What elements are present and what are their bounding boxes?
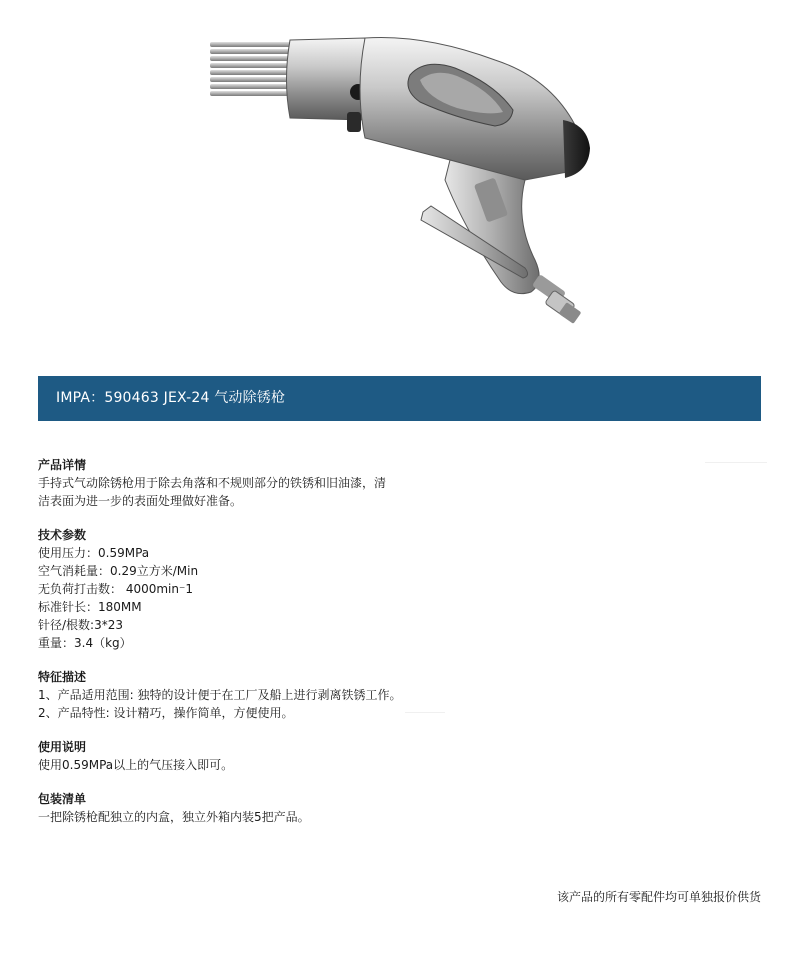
text-line: 1、产品适用范围: 独特的设计便于在工厂及船上进行剥离铁锈工作。 [38,688,402,702]
section-features [38,668,478,722]
section-title: 产品详情 [38,458,87,472]
spec-blows: 无负荷打击数： 4000min⁻1 [38,582,193,596]
divider [705,462,767,463]
title-bar [38,376,761,421]
text-line: 一把除锈枪配独立的内盒，独立外箱内装5把产品。 [38,810,310,824]
needle-scaler-image [195,20,605,340]
section-title: 包装清单 [38,792,87,806]
spec-pressure: 使用压力：0.59MPa [38,546,150,560]
text-line: 手持式气动除锈枪用于除去角落和不规则部分的铁锈和旧油漆，清 [38,476,387,490]
text-line: 使用0.59MPa以上的气压接入即可。 [38,758,234,772]
section-packing [38,790,478,826]
section-details [38,456,478,510]
text-line: 洁表面为进一步的表面处理做好准备。 [38,494,243,508]
product-description [38,456,478,842]
divider [405,712,445,713]
spec-needle-count: 针径/根数:3*23 [38,618,123,632]
section-title: 特征描述 [38,670,87,684]
section-title: 使用说明 [38,740,87,754]
spec-needle-length: 标准针长：180MM [38,600,142,614]
section-title: 技术参数 [38,528,87,542]
section-usage [38,738,478,774]
spec-air-consumption: 空气消耗量：0.29立方米/Min [38,564,199,578]
section-specs [38,526,478,652]
product-title: IMPA：590463 JEX-24 气动除锈枪 [56,390,286,406]
text-line: 2、产品特性: 设计精巧，操作简单，方便使用。 [38,706,294,720]
spec-weight: 重量：3.4（kg） [38,636,132,650]
footer-note: 该产品的所有零配件均可单独报价供货 [556,890,761,904]
